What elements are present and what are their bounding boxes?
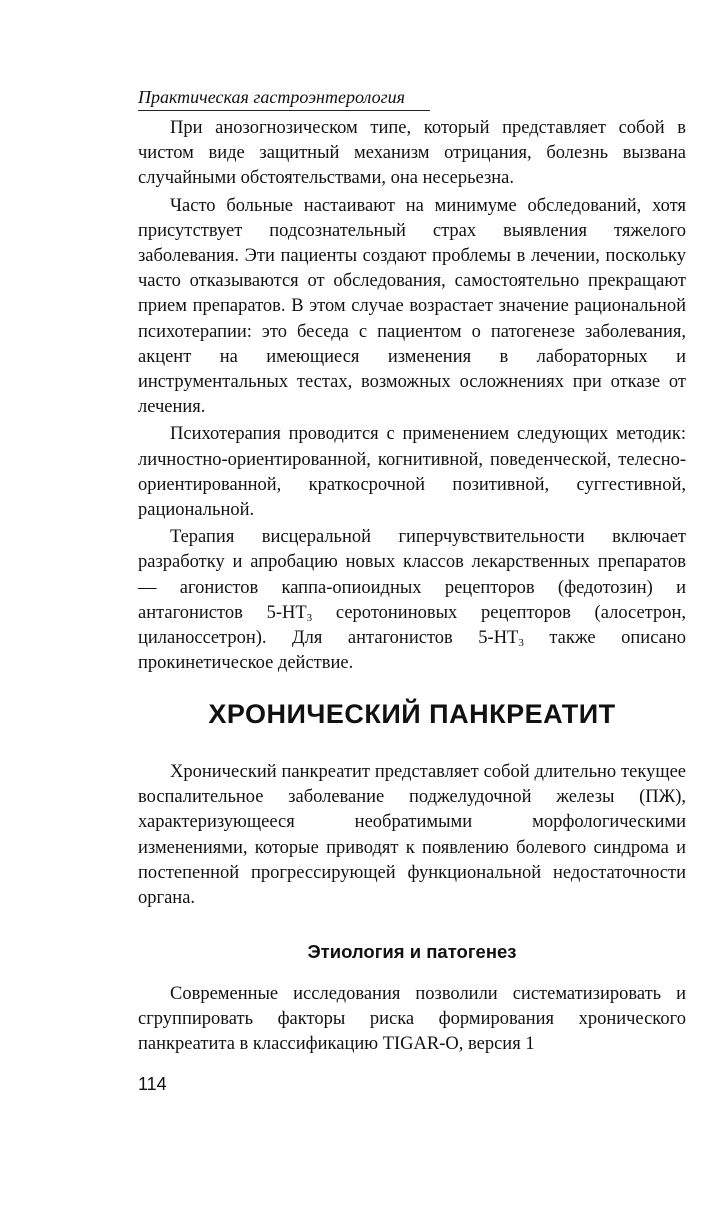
paragraph-visceral-therapy: [138, 525, 686, 676]
running-header: Практическая гастроэнтерология: [138, 86, 430, 111]
body-section-psychotherapy: [138, 116, 686, 678]
section-title: Этиология и патогенез: [307, 941, 517, 962]
paragraph: Современные исследования позволили систематизировать и сгруппировать факторы риска формирования хронического панкреатита в классификацию TIGAR-O, версия 1: [138, 984, 686, 1055]
paragraph: Психотерапия проводится с применением следующих методик: личностно-ориентированной, когнитивной, поведенческой, телесно-ориентированной, краткосрочной позитивной, суггестивной, рациональной.: [138, 424, 686, 521]
text-fragment: серотониновых рецепторов (алосетрон, циланoccетрон). Для антагонистов 5-НТ: [138, 602, 687, 649]
paragraph: Хронический панкреатит представляет собой длительно текущее воспалительное заболевание поджелудочной железы (ПЖ), характеризующееся необратимыми морфологическими изменениями, которые приводят к появлению болевого синдрома и постепенной прогрессирующей функциональной недостаточности органа.: [138, 762, 686, 909]
subscript: 3: [306, 611, 313, 624]
paragraph: При анозогнозическом типе, который представляет собой в чистом виде защитный механизм отрицания, болезнь вызвана случайными обстоятельствами, она несерьезна.: [138, 118, 686, 189]
paragraph: Часто больные настаивают на минимуме обследований, хотя присутствует подсознательный страх выявления тяжелого заболевания. Эти пациенты создают проблемы в лечении, поскольку часто отказываются от обследования, самостоятельно прекращают прием препаратов. В этом случае возрастает значение рациональной психотерапии: это беседа с пациентом о патогенезе заболевания, акцент на имеющиеся изменения в лабораторных и инструментальных тестах, возможных осложнениях при отказе от лечения.: [138, 195, 686, 418]
text-fragment: Терапия висцеральной гиперчувствительности включает разработку и апробацию новых классов лекарственных препаратов — агонистов каппа-опиоидных рецепторов (федотозин) и антагонистов 5-НТ: [138, 527, 686, 623]
section-body: [138, 982, 686, 1060]
text-fragment: также описано прокинетическое действие.: [138, 628, 686, 674]
subscript: 3: [518, 637, 524, 650]
chapter-intro: [138, 760, 686, 913]
chapter-title: ХРОНИЧЕСКИЙ ПАНКРЕАТИТ: [208, 699, 616, 729]
page-number: 114: [138, 1074, 167, 1094]
